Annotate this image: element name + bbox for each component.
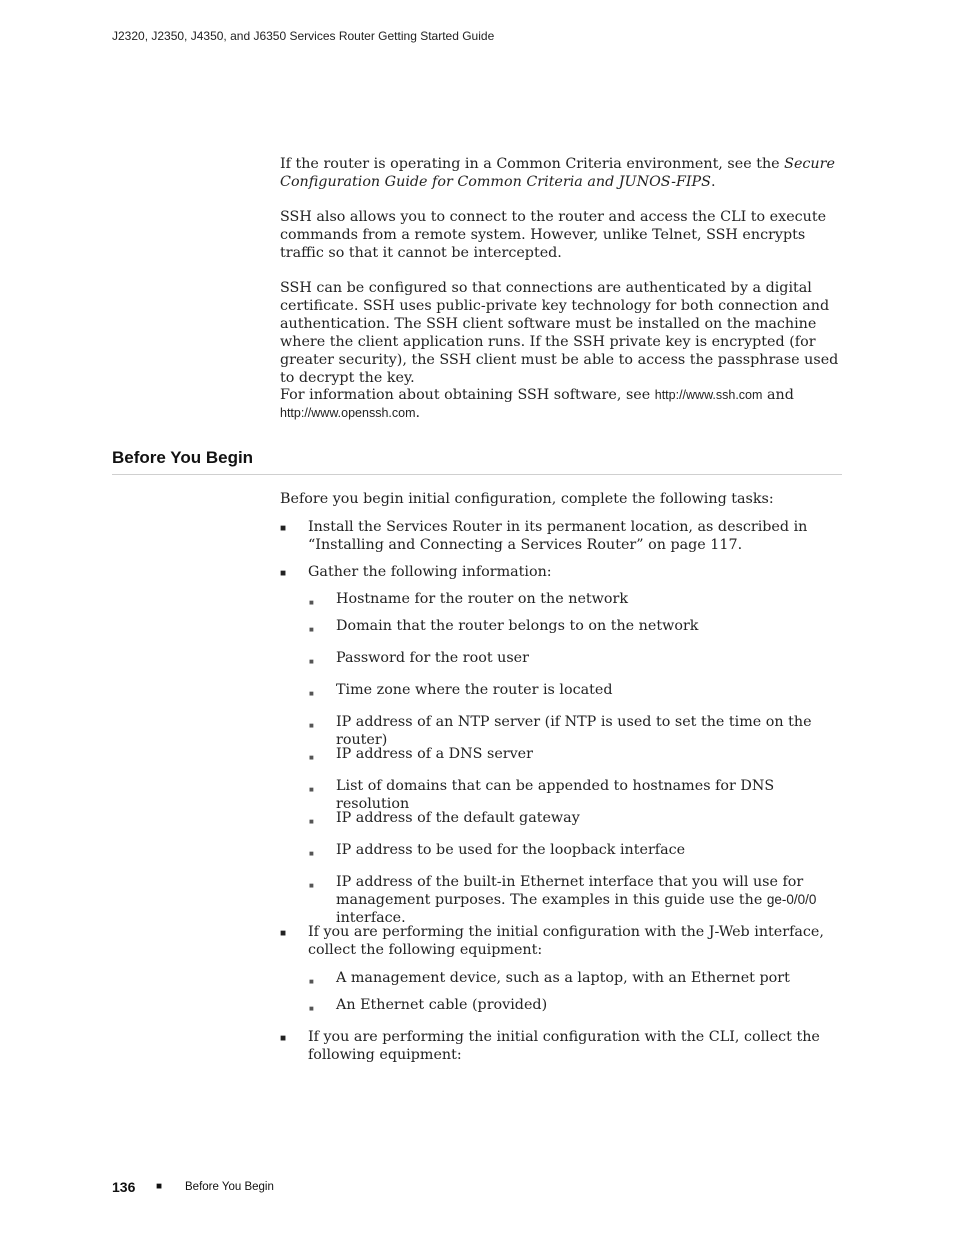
bullet-square-icon: ■ <box>309 657 314 666</box>
footer-section-title: Before You Begin <box>185 1181 274 1193</box>
ethernet-interface-item <box>336 873 845 927</box>
ethernet-text: IP address of the built-in Ethernet interface that you will use for management purposes. The examples in this guide use the <box>336 874 804 908</box>
bullet-square-icon: ■ <box>309 977 314 986</box>
bullet-square-icon: ■ <box>309 817 314 826</box>
time-zone-item: Time zone where the router is located <box>336 682 613 698</box>
management-device-item: A management device, such as a laptop, with an Ethernet port <box>336 970 790 986</box>
guide-title-reference: Secure Configuration Guide for Common Criteria and JUNOS-FIPS <box>280 156 835 190</box>
hostname-item: Hostname for the router on the network <box>336 591 628 607</box>
p4-mid: and <box>762 387 794 403</box>
bullet-square-icon: ■ <box>309 849 314 858</box>
ssh-com-link[interactable]: http://www.ssh.com <box>654 388 763 402</box>
bullet-square-icon: ■ <box>309 689 314 698</box>
section-title: Before You Begin <box>112 448 254 467</box>
running-header: J2320, J2350, J4350, and J6350 Services Router Getting Started Guide <box>112 29 495 43</box>
bullet-square-icon: ■ <box>309 625 314 634</box>
ssh-certificate-paragraph: SSH can be configured so that connections are authenticated by a digital certificate. SSH uses public-private key technology for both connection and authentication. The SSH client software must be installed on the machine where the client application runs. If the SSH private key is encrypted (for greater security), the SSH client must be able to access the passphrase used to decrypt the key. <box>280 280 839 386</box>
openssh-link[interactable]: http://www.openssh.com <box>280 406 416 420</box>
bullet-square-icon: ■ <box>280 523 287 534</box>
loopback-item: IP address to be used for the loopback interface <box>336 842 686 858</box>
bullet-square-icon: ■ <box>309 721 314 730</box>
page-number: 136 <box>112 1179 136 1195</box>
bullet-square-icon: ■ <box>280 1033 287 1044</box>
ssh-software-paragraph <box>280 386 845 422</box>
cli-equipment-item: If you are performing the initial configuration with the CLI, collect the following equipment: <box>308 1029 820 1063</box>
bullet-square-icon: ■ <box>309 598 314 607</box>
bullet-square-icon: ■ <box>309 1004 314 1013</box>
section-heading <box>112 449 842 475</box>
domain-item: Domain that the router belongs to on the network <box>336 618 699 634</box>
ssh-cli-paragraph: SSH also allows you to connect to the router and access the CLI to execute commands from a remote system. However, unlike Telnet, SSH encrypts traffic so that it cannot be intercepted. <box>280 209 827 261</box>
common-criteria-paragraph <box>280 155 845 191</box>
bullet-square-icon: ■ <box>309 753 314 762</box>
bullet-square-icon: ■ <box>280 568 287 579</box>
ethernet-cable-item: An Ethernet cable (provided) <box>336 997 548 1013</box>
bullet-square-icon: ■ <box>280 928 287 939</box>
dns-domains-item: List of domains that can be appended to hostnames for DNS resolution <box>336 778 775 812</box>
gather-info-item: Gather the following information: <box>308 564 552 580</box>
p1-end: . <box>710 174 716 190</box>
section-lead: Before you begin initial configuration, complete the following tasks: <box>280 491 774 507</box>
jweb-equipment-item: If you are performing the initial configuration with the J-Web interface, collect the following equipment: <box>308 924 824 958</box>
footer-separator-icon: ■ <box>156 1181 163 1192</box>
default-gateway-item: IP address of the default gateway <box>336 810 580 826</box>
bullet-square-icon: ■ <box>309 881 314 890</box>
p4-text: For information about obtaining SSH software, see <box>280 387 655 403</box>
ntp-server-item: IP address of an NTP server (if NTP is used to set the time on the router) <box>336 714 812 748</box>
interface-code: ge-0/0/0 <box>766 892 817 907</box>
install-router-item: Install the Services Router in its permanent location, as described in “Installing and Connecting a Services Router” on page 117. <box>308 519 808 553</box>
dns-server-item: IP address of a DNS server <box>336 746 533 762</box>
bullet-square-icon: ■ <box>309 785 314 794</box>
ethernet-text-end: interface. <box>336 910 406 926</box>
p1-text: If the router is operating in a Common Criteria environment, see the <box>280 156 785 172</box>
p4-end: . <box>415 405 421 421</box>
root-password-item: Password for the root user <box>336 650 529 666</box>
